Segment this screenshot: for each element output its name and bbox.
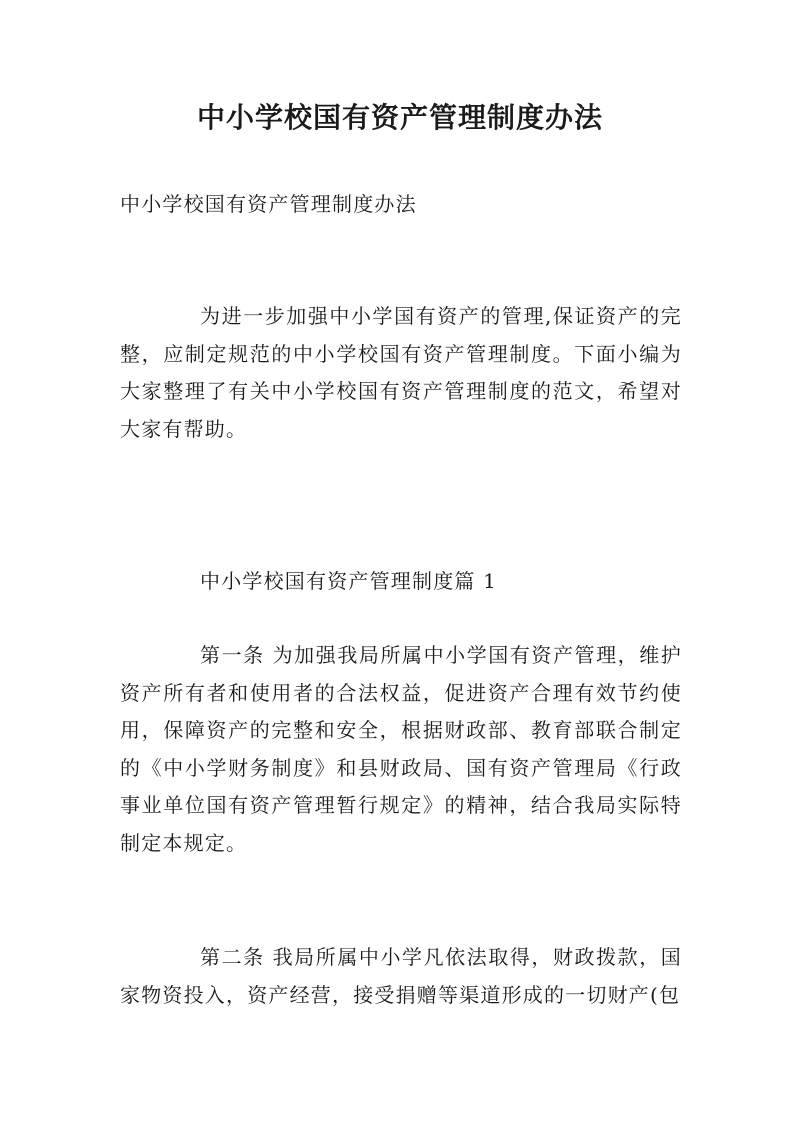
document-title: 中小学校国有资产管理制度办法 (196, 101, 603, 134)
document-subtitle: 中小学校国有资产管理制度办法 (120, 192, 417, 216)
intro-paragraph: 为进一步加强中小学国有资产的管理,保证资产的完整，应制定规范的中小学校国有资产管理制度。下面小编为大家整理了有关中小学校国有资产管理制度的范文，希望对大家有帮助。 (120, 304, 682, 441)
section-heading: 中小学校国有资产管理制度篇 1 (200, 569, 498, 593)
article-paragraph: 第二条 我局所属中小学凡依法取得，财政拨款，国家物资投入，资产经营，接受捐赠等渠道形成的一切财产(包 (120, 945, 682, 1007)
article-paragraph: 第一条 为加强我局所属中小学国有资产管理，维护资产所有者和使用者的合法权益，促进资产合理有效节约使用，保障资产的完整和安全，根据财政部、教育部联合制定的《中小学财务制度》和县财政局、国有资产管理局《行政事业单位国有资产管理暂行规定》的精神，结合我局实际特制定本规定。 (120, 643, 682, 855)
